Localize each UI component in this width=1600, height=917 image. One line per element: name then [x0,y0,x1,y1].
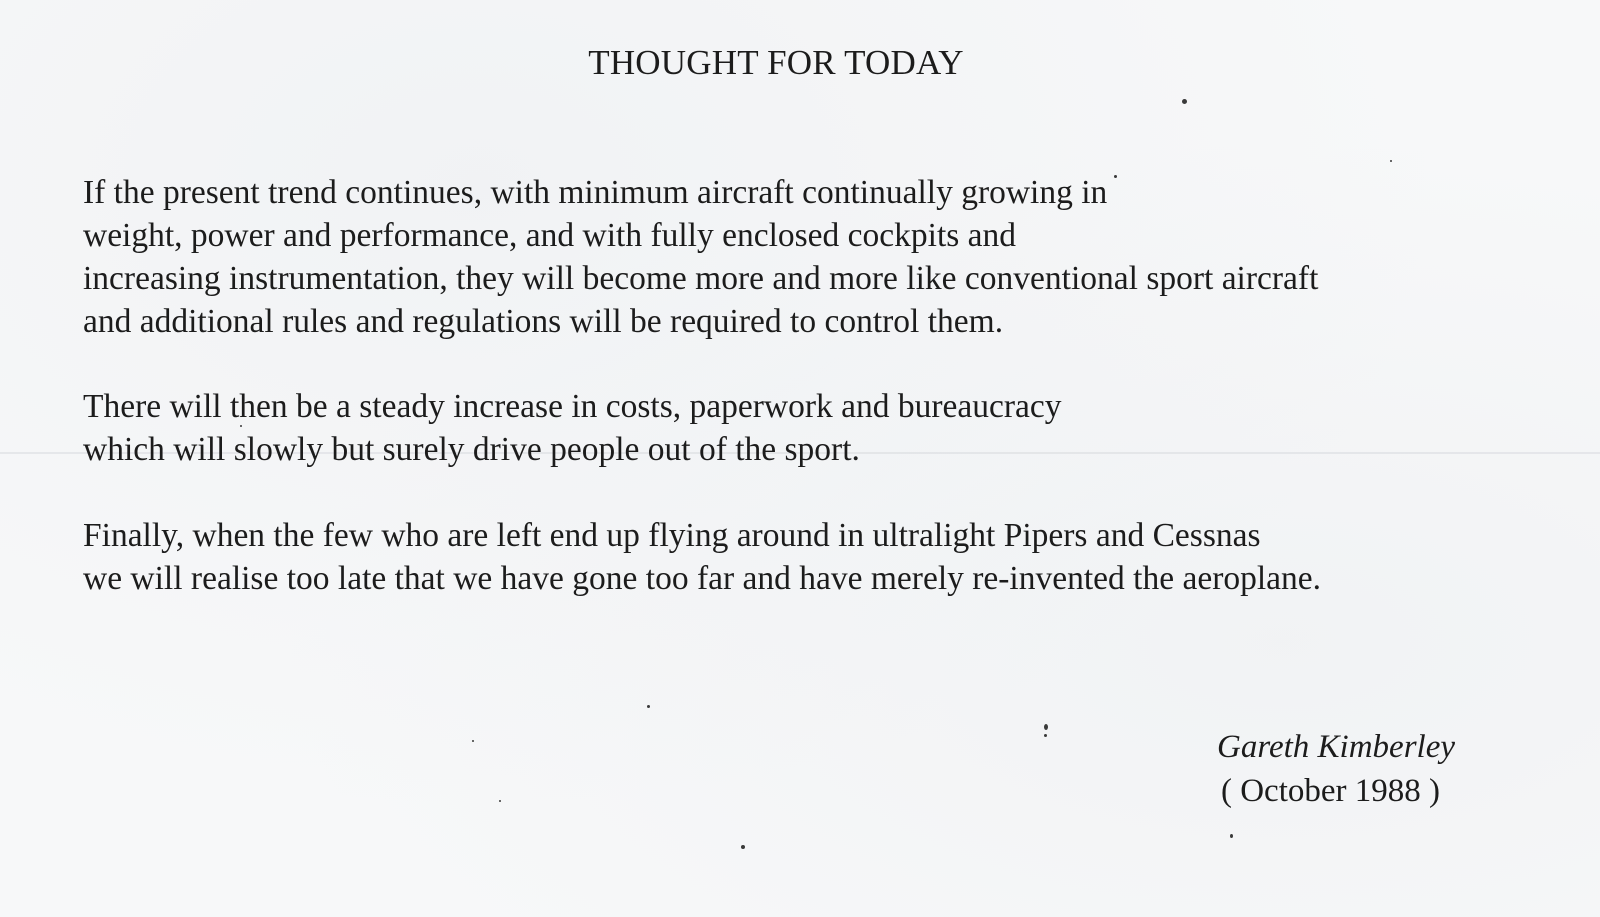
scan-speck [1182,99,1187,104]
scan-speck [1390,160,1392,162]
scan-speck [741,845,745,849]
paragraph-line: increasing instrumentation, they will become more and more like conventional sport aircraft [83,260,1319,297]
document-title [0,42,1600,84]
paragraph-3 [83,514,1553,600]
paragraph-line: weight, power and performance, and with fully enclosed cockpits and [83,217,1017,254]
paragraph-line: If the present trend continues, with minimum aircraft continually growing in [83,174,1108,211]
scan-speck [472,740,474,742]
paragraph-2 [83,385,1553,471]
scan-speck [647,705,650,708]
author-name: Gareth Kimberley [1217,729,1455,765]
paragraph-line: Finally, when the few who are left end up flying around in ultralight Pipers and Cessnas [83,517,1261,554]
scan-speck [1230,834,1233,838]
paragraph-line: and additional rules and regulations will be required to control them. [83,303,1004,340]
paragraph-line: which will slowly but surely drive people out of the sport. [83,431,860,468]
scan-speck [1044,724,1048,730]
scan-speck [1114,175,1117,178]
paragraph-line: we will realise too late that we have gone too far and have merely re-invented the aeroplane. [83,560,1322,597]
paragraph-1 [83,171,1553,343]
paragraph-line: There will then be a steady increase in costs, paperwork and bureaucracy [83,388,1062,425]
scan-speck [499,800,501,802]
author-date: ( October 1988 ) [1220,773,1440,809]
scan-speck [240,425,242,427]
scan-speck [1044,734,1047,737]
document-title-text: THOUGHT FOR TODAY [588,43,964,82]
